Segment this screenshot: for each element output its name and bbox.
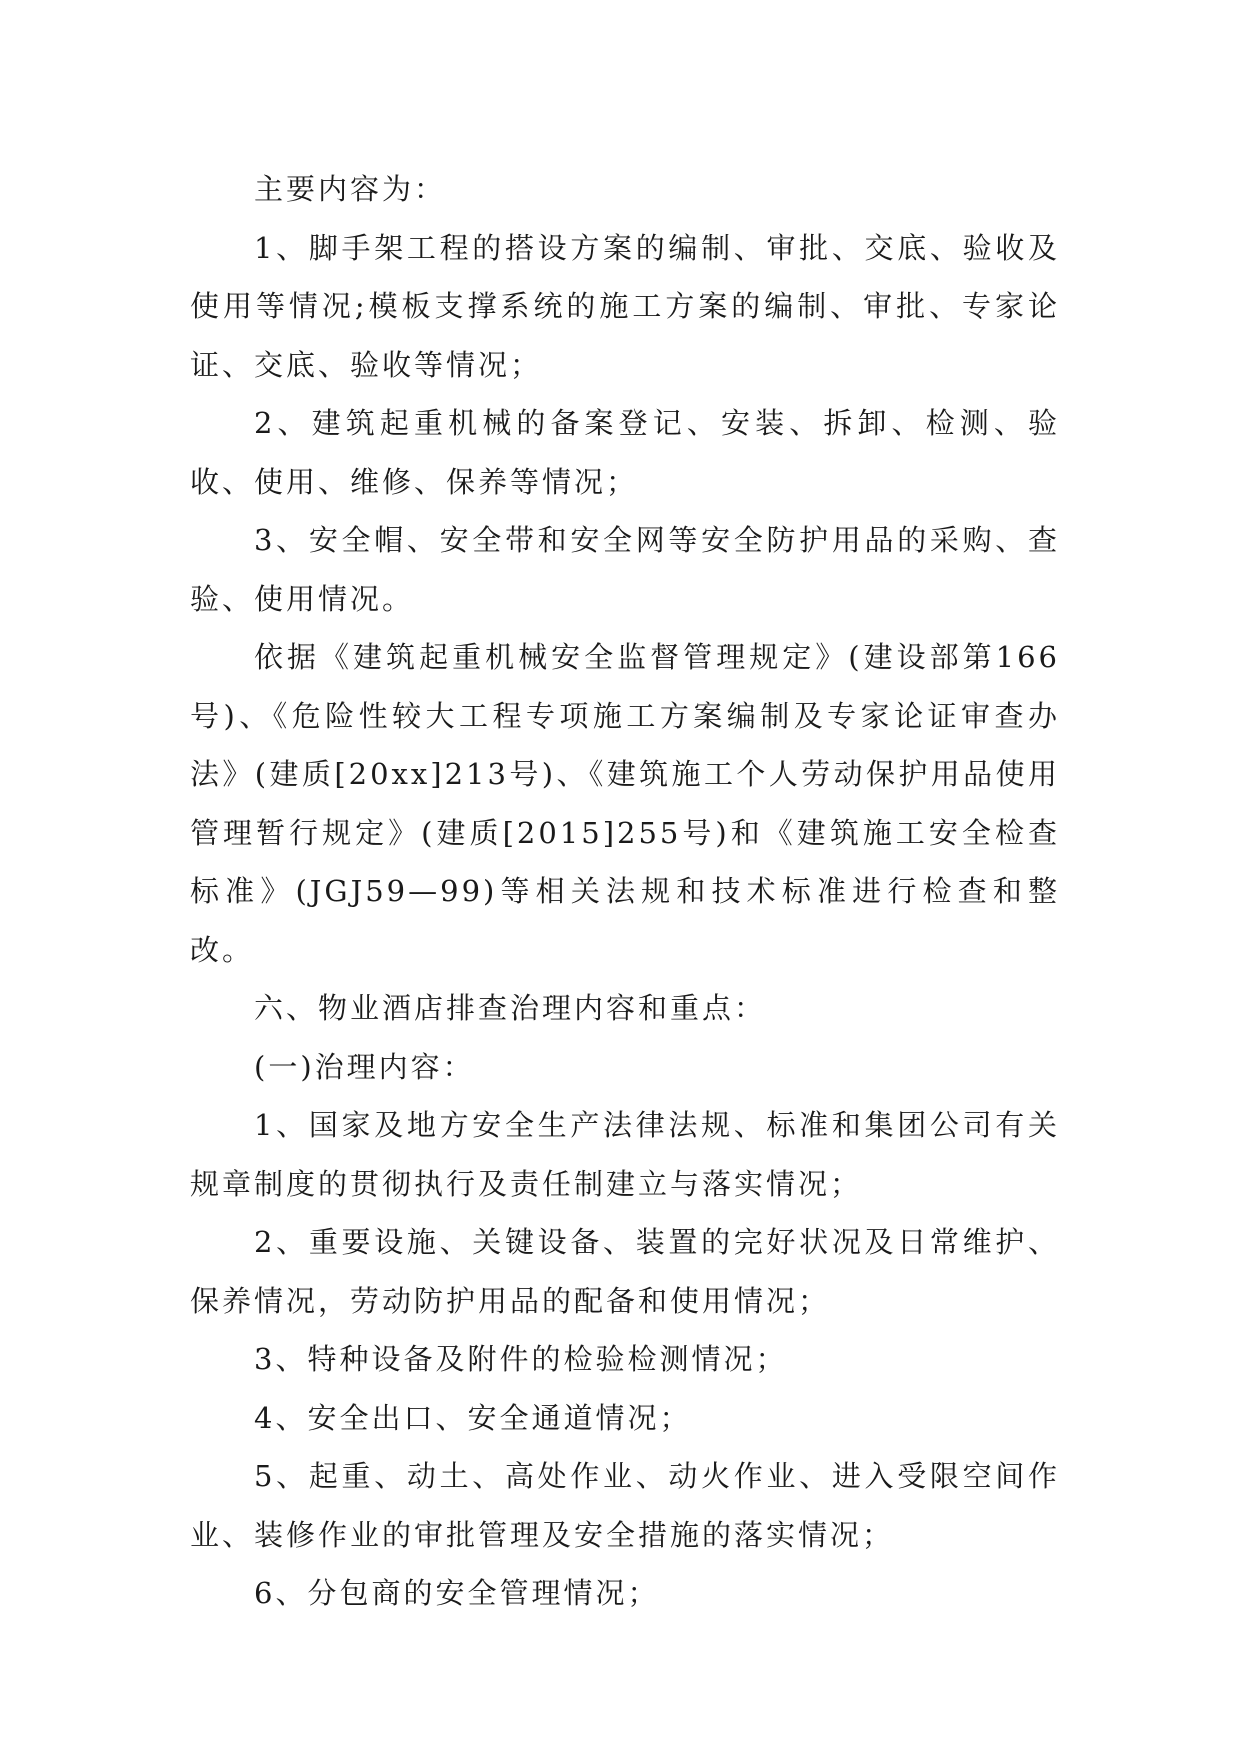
paragraph-intro: 主要内容为：: [254, 172, 447, 206]
paragraph-item-1: 1、脚手架工程的搭设方案的编制、审批、交底、验收及使用等情况;模板支撑系统的施工方案的编制、审批、专家论证、交底、验收等情况；: [190, 230, 1060, 382]
paragraph-governance-2: 2、重要设施、关键设备、装置的完好状况及日常维护、保养情况，劳动防护用品的配备和使用情况；: [190, 1225, 1060, 1318]
paragraph-basis: 依据《建筑起重机械安全监督管理规定》(建设部第166号)、《危险性较大工程专项施工方案编制及专家论证审查办法》(建质[20xx]213号)、《建筑施工个人劳动保护用品使用管理暂行规定》(建质[2015]255号)和《建筑施工安全检查标准》(JGJ59—99)等相关法规和技术标准进行检查和整改。: [190, 640, 1060, 967]
paragraph-governance-5: 5、起重、动土、高处作业、动火作业、进入受限空间作业、装修作业的审批管理及安全措施的落实情况；: [190, 1459, 1060, 1552]
document-body: [190, 160, 1060, 1623]
paragraph-governance-6: 6、分包商的安全管理情况；: [254, 1576, 660, 1610]
paragraph-governance-3: 3、特种设备及附件的检验检测情况；: [254, 1342, 788, 1376]
paragraph-governance-1: 1、国家及地方安全生产法律法规、标准和集团公司有关规章制度的贯彻执行及责任制建立与落实情况；: [190, 1108, 1060, 1201]
paragraph-item-2: 2、建筑起重机械的备案登记、安装、拆卸、检测、验收、使用、维修、保养等情况；: [190, 406, 1060, 499]
section-heading-six: 六、物业酒店排查治理内容和重点：: [254, 991, 767, 1025]
paragraph-item-3: 3、安全帽、安全带和安全网等安全防护用品的采购、查验、使用情况。: [190, 523, 1060, 616]
paragraph-governance-4: 4、安全出口、安全通道情况；: [254, 1400, 692, 1435]
subsection-heading-one: (一)治理内容：: [254, 1049, 475, 1084]
